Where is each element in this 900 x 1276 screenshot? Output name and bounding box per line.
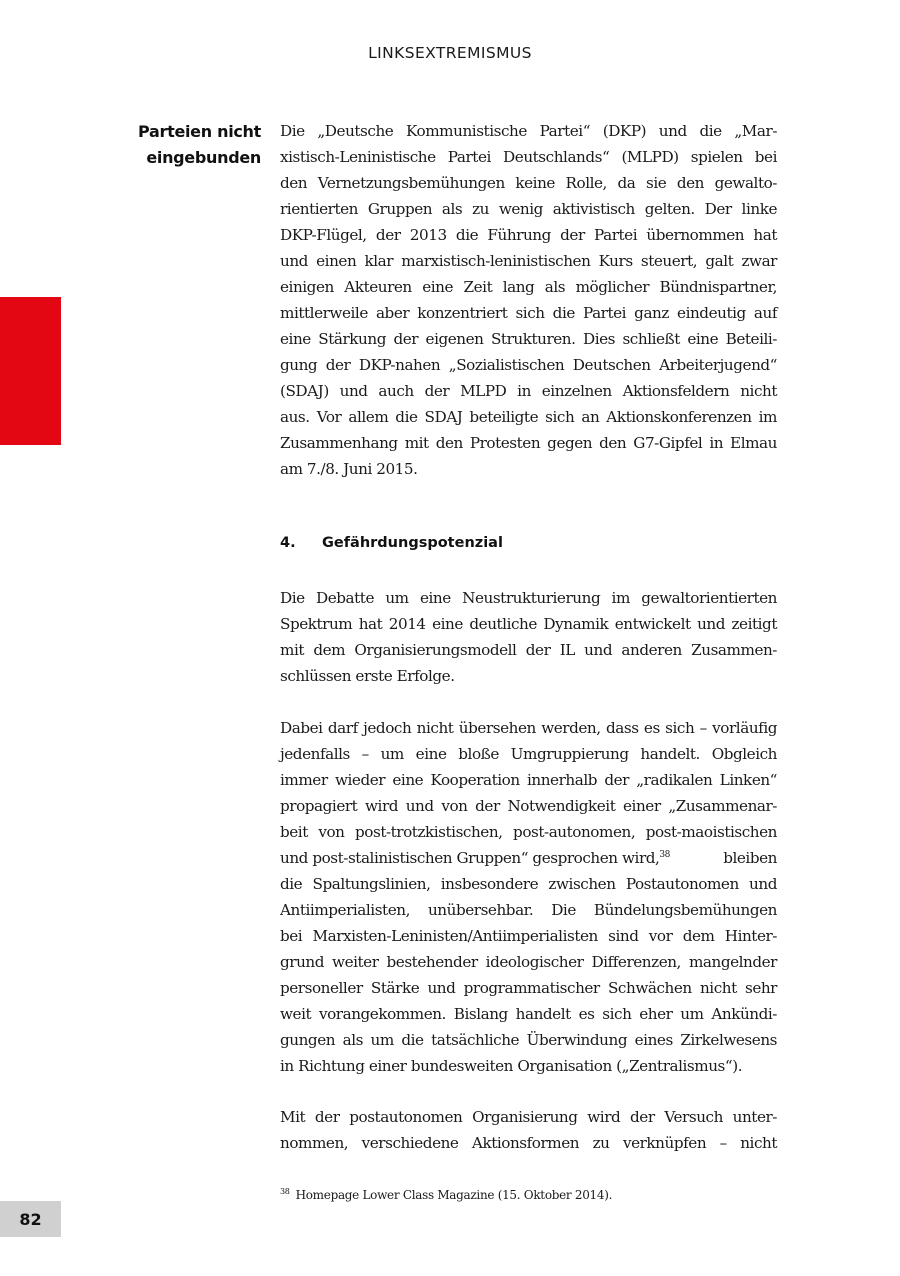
text-line: in Richtung einer bundesweiten Organisation („Zentralismus“). bbox=[280, 1057, 743, 1075]
text-line: Antiimperialisten, unübersehbar. Die Bündelungsbemühungen bbox=[280, 901, 777, 919]
page-number: 82 bbox=[0, 1201, 61, 1237]
text-line: beit von post-trotzkistischen, post-autonomen, post-maoistischen bbox=[280, 823, 777, 841]
margin-note bbox=[138, 119, 261, 171]
text-line: Zusammenhang mit den Protesten gegen den G7-Gipfel in Elmau bbox=[280, 434, 777, 452]
running-header: LINKSEXTREMISMUS bbox=[368, 44, 532, 62]
footnote-text: Homepage Lower Class Magazine (15. Oktober 2014). bbox=[295, 1188, 613, 1202]
text-line: gungen als um die tatsächliche Überwindung eines Zirkelwesens bbox=[280, 1031, 777, 1049]
text-line: aus. Vor allem die SDAJ beteiligte sich an Aktionskonferenzen im bbox=[280, 408, 777, 426]
text-line: grund weiter bestehender ideologischer Differenzen, mangelnder bbox=[280, 953, 777, 971]
text-line: mit dem Organisierungsmodell der IL und anderen Zusammen- bbox=[280, 641, 777, 659]
text-line: Mit der postautonomen Organisierung wird der Versuch unter- bbox=[280, 1108, 777, 1126]
text-line: rientierten Gruppen als zu wenig aktivistisch gelten. Der linke bbox=[280, 200, 777, 218]
text-line: gung der DKP-nahen „Sozialistischen Deutschen Arbeiterjugend“ bbox=[280, 356, 777, 374]
text-line: immer wieder eine Kooperation innerhalb der „radikalen Linken“ bbox=[280, 771, 777, 789]
text-line: xistisch-Leninistische Partei Deutschlands“ (MLPD) spielen bei bbox=[280, 148, 777, 166]
section-number: 4. bbox=[280, 535, 296, 551]
footnote-reference[interactable]: 38 bbox=[659, 850, 670, 860]
text-line-with-footnote bbox=[280, 845, 777, 871]
section-heading bbox=[280, 535, 503, 551]
text-segment: bleiben bbox=[723, 849, 777, 867]
text-line: mittlerweile aber konzentriert sich die Partei ganz eindeutig auf bbox=[280, 304, 777, 322]
footnote bbox=[280, 1187, 612, 1202]
text-line: Dabei darf jedoch nicht übersehen werden, dass es sich – vorläufig bbox=[280, 719, 777, 737]
margin-note-line: Parteien nicht bbox=[138, 122, 261, 141]
text-line: nommen, verschiedene Aktionsformen zu verknüpfen – nicht bbox=[280, 1134, 777, 1152]
text-line: Die Debatte um eine Neustrukturierung im gewaltorientierten bbox=[280, 589, 777, 607]
text-line: den Vernetzungsbemühungen keine Rolle, da sie den gewalto- bbox=[280, 174, 777, 192]
text-line: und einen klar marxistisch-leninistischen Kurs steuert, galt zwar bbox=[280, 252, 777, 270]
text-line: eine Stärkung der eigenen Strukturen. Dies schließt eine Beteili- bbox=[280, 330, 777, 348]
text-line: Die „Deutsche Kommunistische Partei“ (DKP) und die „Mar- bbox=[280, 122, 777, 140]
text-line: am 7./8. Juni 2015. bbox=[280, 460, 418, 478]
text-line: einigen Akteuren eine Zeit lang als möglicher Bündnispartner, bbox=[280, 278, 777, 296]
text-line: personeller Stärke und programmatischer Schwächen nicht sehr bbox=[280, 979, 777, 997]
text-line: (SDAJ) und auch der MLPD in einzelnen Aktionsfeldern nicht bbox=[280, 382, 777, 400]
text-line: bei Marxisten-Leninisten/Antiimperialisten sind vor dem Hinter- bbox=[280, 927, 777, 945]
text-segment: und post-stalinistischen Gruppen“ gesprochen wird,$^{38}$ bbox=[280, 849, 670, 867]
text-line: DKP-Flügel, der 2013 die Führung der Partei übernommen hat bbox=[280, 226, 777, 244]
text-line: die Spaltungslinien, insbesondere zwischen Postautonomen und bbox=[280, 875, 777, 893]
section-title: Gefährdungspotenzial bbox=[322, 535, 503, 551]
text-line: weit vorangekommen. Bislang handelt es sich eher um Ankündi- bbox=[280, 1005, 777, 1023]
margin-note-line: eingebunden bbox=[146, 148, 261, 167]
chapter-color-tab bbox=[0, 297, 61, 445]
footnote-number: 38 bbox=[280, 1187, 290, 1196]
text-line: propagiert wird und von der Notwendigkeit einer „Zusammenar- bbox=[280, 797, 777, 815]
text-line: jedenfalls – um eine bloße Umgruppierung handelt. Obgleich bbox=[280, 745, 777, 763]
text-line: schlüssen erste Erfolge. bbox=[280, 667, 455, 685]
text-line: Spektrum hat 2014 eine deutliche Dynamik entwickelt und zeitigt bbox=[280, 615, 777, 633]
